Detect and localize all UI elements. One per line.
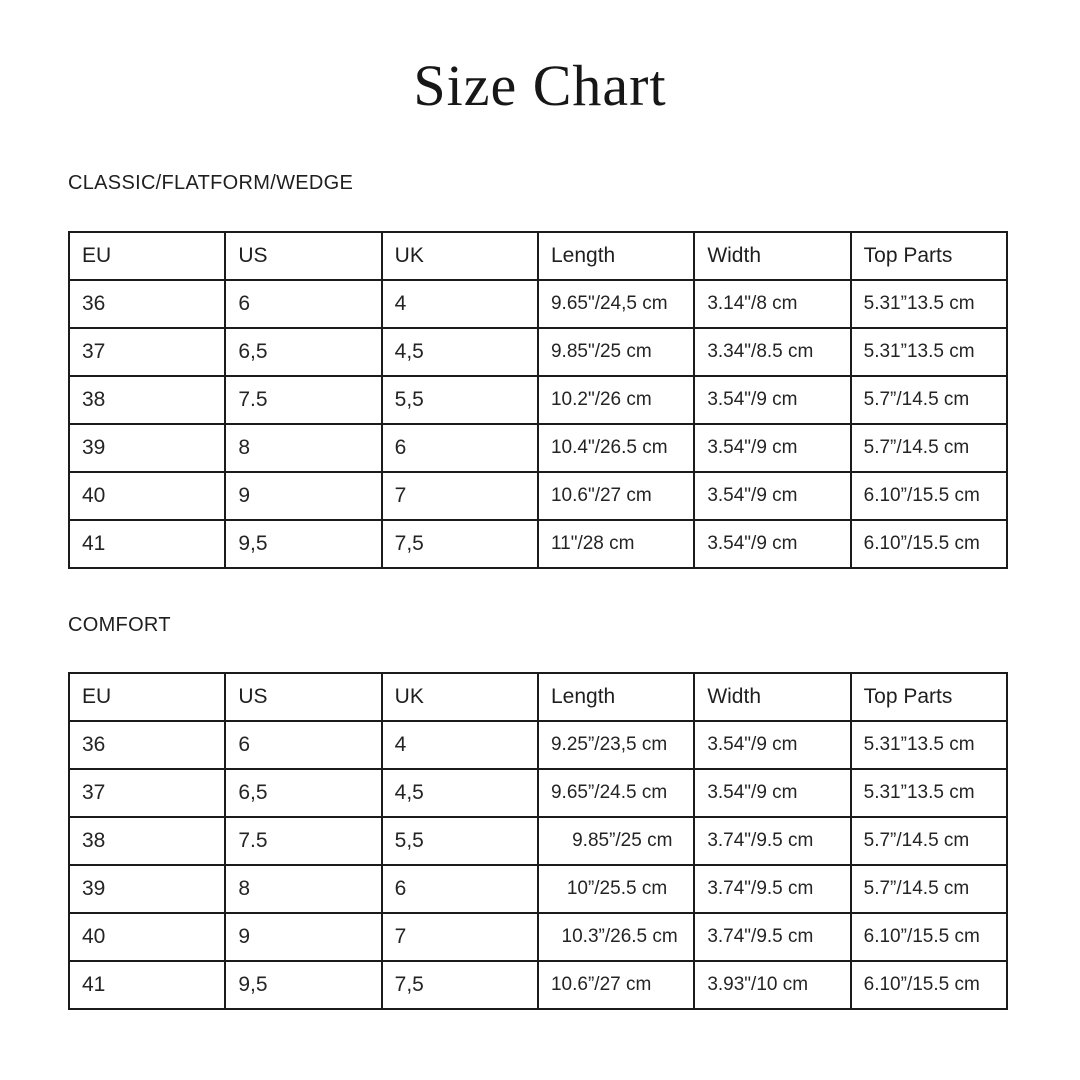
table-cell: 41: [69, 961, 225, 1009]
table-row: [69, 520, 1007, 568]
table-cell: 5.31”13.5 cm: [851, 721, 1007, 769]
comfort-size-table: [68, 672, 1008, 1010]
table-cell: 36: [69, 721, 225, 769]
table-cell: 6.10”/15.5 cm: [851, 961, 1007, 1009]
table-row: [69, 913, 1007, 961]
table-row: [69, 424, 1007, 472]
table-header: [69, 232, 1007, 280]
table-cell: 3.74"/9.5 cm: [694, 865, 850, 913]
table-cell: 10.6”/27 cm: [538, 961, 694, 1009]
table-body: [69, 721, 1007, 1009]
table-cell: 3.93"/10 cm: [694, 961, 850, 1009]
table-cell: 5.31”13.5 cm: [851, 769, 1007, 817]
table-cell: 40: [69, 913, 225, 961]
table-cell: 7,5: [382, 961, 538, 1009]
table-cell: 4: [382, 721, 538, 769]
table-cell: 3.54"/9 cm: [694, 376, 850, 424]
table-cell: 3.54"/9 cm: [694, 520, 850, 568]
table-cell: 41: [69, 520, 225, 568]
table-cell: 39: [69, 424, 225, 472]
table-cell: 6: [225, 721, 381, 769]
table-cell: 4: [382, 280, 538, 328]
column-header: US: [225, 673, 381, 721]
column-header: EU: [69, 673, 225, 721]
table-cell: 6.10”/15.5 cm: [851, 913, 1007, 961]
table-cell: 10.6"/27 cm: [538, 472, 694, 520]
table-cell: 5,5: [382, 376, 538, 424]
table-cell: 9.65"/24,5 cm: [538, 280, 694, 328]
table-cell: 6: [382, 865, 538, 913]
column-header: Width: [694, 673, 850, 721]
column-header: UK: [382, 232, 538, 280]
table-row: [69, 817, 1007, 865]
table-cell: 6,5: [225, 328, 381, 376]
column-header: US: [225, 232, 381, 280]
table-cell: 5,5: [382, 817, 538, 865]
table-cell: 11"/28 cm: [538, 520, 694, 568]
table-cell: 9: [225, 472, 381, 520]
table-cell: 3.54"/9 cm: [694, 472, 850, 520]
column-header: Top Parts: [851, 673, 1007, 721]
table-cell: 6.10”/15.5 cm: [851, 520, 1007, 568]
table-row: [69, 280, 1007, 328]
table-cell: 3.54"/9 cm: [694, 721, 850, 769]
column-header: Length: [538, 232, 694, 280]
table-cell: 10”/25.5 cm: [538, 865, 694, 913]
table-cell: 3.74"/9.5 cm: [694, 913, 850, 961]
table-cell: 39: [69, 865, 225, 913]
table-cell: 9.25”/23,5 cm: [538, 721, 694, 769]
table-cell: 3.14"/8 cm: [694, 280, 850, 328]
table-cell: 4,5: [382, 769, 538, 817]
section-label-classic-flatform-wedge: CLASSIC/FLATFORM/WEDGE: [68, 172, 354, 194]
page-title: Size Chart: [413, 53, 667, 118]
table-cell: 3.54"/9 cm: [694, 769, 850, 817]
table-cell: 5.7”/14.5 cm: [851, 865, 1007, 913]
column-header: Top Parts: [851, 232, 1007, 280]
table-cell: 8: [225, 865, 381, 913]
table-cell: 9.85"/25 cm: [538, 328, 694, 376]
table-row: [69, 472, 1007, 520]
table-cell: 7: [382, 913, 538, 961]
table-cell: 36: [69, 280, 225, 328]
table-cell: 10.4"/26.5 cm: [538, 424, 694, 472]
table-cell: 3.54"/9 cm: [694, 424, 850, 472]
table-cell: 5.7”/14.5 cm: [851, 817, 1007, 865]
table-cell: 5.7”/14.5 cm: [851, 424, 1007, 472]
header-row: [69, 232, 1007, 280]
table-cell: 38: [69, 817, 225, 865]
table-cell: 9,5: [225, 520, 381, 568]
table-row: [69, 865, 1007, 913]
table-cell: 7,5: [382, 520, 538, 568]
table-header: [69, 673, 1007, 721]
table-cell: 3.74"/9.5 cm: [694, 817, 850, 865]
table-cell: 5.7”/14.5 cm: [851, 376, 1007, 424]
table-cell: 8: [225, 424, 381, 472]
table-row: [69, 961, 1007, 1009]
table-cell: 5.31”13.5 cm: [851, 328, 1007, 376]
table-row: [69, 376, 1007, 424]
table-cell: 9: [225, 913, 381, 961]
table-cell: 6: [382, 424, 538, 472]
column-header: UK: [382, 673, 538, 721]
header-row: [69, 673, 1007, 721]
table-cell: 10.2"/26 cm: [538, 376, 694, 424]
table-cell: 9.85”/25 cm: [538, 817, 694, 865]
table-cell: 6.10”/15.5 cm: [851, 472, 1007, 520]
table-cell: 7.5: [225, 376, 381, 424]
table-cell: 38: [69, 376, 225, 424]
table-cell: 9.65”/24.5 cm: [538, 769, 694, 817]
table-row: [69, 721, 1007, 769]
section-label-comfort: COMFORT: [68, 614, 171, 636]
table-cell: 3.34"/8.5 cm: [694, 328, 850, 376]
table-cell: 7.5: [225, 817, 381, 865]
table-body: [69, 280, 1007, 568]
table-cell: 37: [69, 328, 225, 376]
table-row: [69, 328, 1007, 376]
classic-flatform-wedge-size-table: [68, 231, 1008, 569]
table-cell: 5.31”13.5 cm: [851, 280, 1007, 328]
table-cell: 6,5: [225, 769, 381, 817]
table-row: [69, 769, 1007, 817]
table-cell: 4,5: [382, 328, 538, 376]
column-header: EU: [69, 232, 225, 280]
column-header: Width: [694, 232, 850, 280]
table-cell: 7: [382, 472, 538, 520]
table-cell: 37: [69, 769, 225, 817]
column-header: Length: [538, 673, 694, 721]
table-cell: 9,5: [225, 961, 381, 1009]
table-cell: 40: [69, 472, 225, 520]
table-cell: 10.3”/26.5 cm: [538, 913, 694, 961]
table-cell: 6: [225, 280, 381, 328]
